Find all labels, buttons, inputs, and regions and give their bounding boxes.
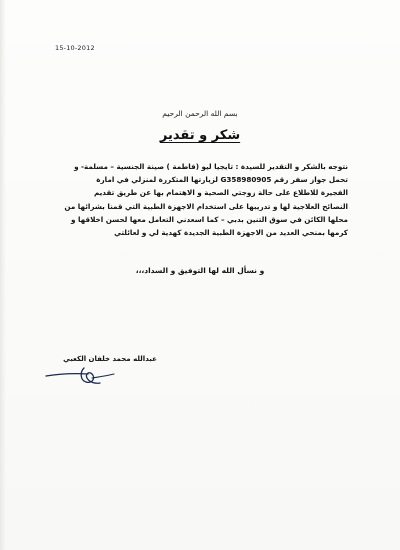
body-line: كرمها بمنحي العديد من الاجهزة الطبية الجديدة كهدية لي و لعائلتي (114, 228, 348, 238)
body-line: محلها الكائن في سوق التنين بدبي – كما اسعدني التعامل معها لحسن اخلاقها و (70, 214, 348, 224)
letter-title-text: شكر و تقدير (159, 128, 241, 143)
scan-edge-shadow (0, 0, 6, 550)
body-line: نتوجه بالشكر و التقدير للسيدة : تايجيا ليو (فاطمة ) صينة الجنسية – مسلمة- و (74, 162, 348, 171)
body-line: الفجيرة للاطلاع على حالة زوجتي الصحية و الاهتمام بها عن طريق تقديم (93, 188, 348, 198)
body-line: النصائح العلاجية لها و تدريبها على استخدام الاجهزة الطبية التي قمنا بشرائها من (64, 201, 348, 211)
signer-name: عبدالله محمد خلفان الكعبي (63, 355, 157, 363)
closing-line: و نسأل الله لها التوفيق و السداد،،، (135, 266, 265, 275)
basmala: بسم الله الرحمن الرحيم (162, 109, 238, 118)
body-line: تحمل جواز سفر رقم G358980905 لزيارتها المتكررة لمنزلي في امارة (96, 175, 348, 185)
letter-body (48, 160, 348, 239)
letter-title (0, 128, 400, 143)
handwritten-signature (40, 362, 130, 392)
letter-date: 15-10-2012 (55, 44, 95, 52)
